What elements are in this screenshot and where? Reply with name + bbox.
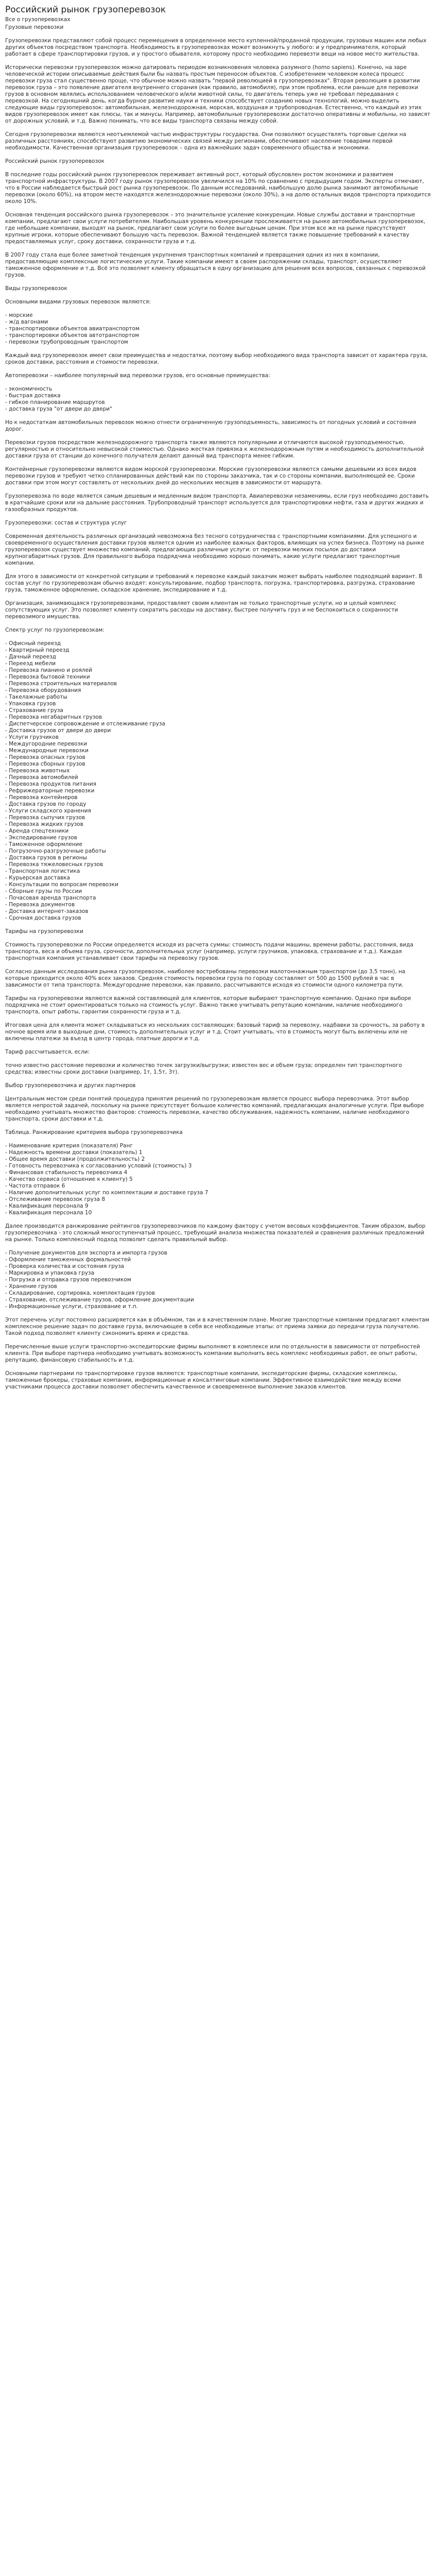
list-item: - Перевозка оборудования xyxy=(5,687,431,694)
section-heading: Виды грузоперевозок xyxy=(5,285,67,292)
paragraph: Для этого в зависимости от конкретной ситуации и требований к перевозке каждый заказчик может выбрать наиболее подходящий вариант. В состав услуг по грузоперевозкам обычно входят: консультирование, подбор транспорта, погрузка, транспортировка, разгрузка, страхование груза, таможенное оформление, складское хранение, экспедирование и т.д. xyxy=(5,573,423,593)
bullet-list xyxy=(5,1250,431,1310)
paragraph: Исторически перевозки грузоперевозок можно датировать периодом возникновения человека разумного (homo sapiens). Конечно, на заре человеческой истории описываемые действия были бы назвать простым переносом объектов. С изобретением человеком колеса процесс перевозки груза стал существенно проще, что обычное можно назвать "первой революцией в грузоперевозках". Вторая революция в развитии перевозок груза – это появление двигателя внутреннего сгорания (как правило, автомобиля), при этом проблема, если раньше для перевозки грузов в основном являлись использованием человеческого и/или животной силы, то двигатель теперь уже не требовал передавания с перевозкой. На сегодняшний день, когда бурное развитие науки и техники способствует созданию новых технологий, можно выделить следующие виды грузоперевозок: автомобильная, железнодорожная, морская, воздушная и трубопроводная. Естественно, что каждый из этих видов грузоперевозок имеет как плюсы, так и минусы. Например, автомобильные грузоперевозки достаточно оперативны и мобильны, но зависят от дорожных условий, и т.д. Важно понимать, что все виды транспорта связаны между собой. xyxy=(5,64,430,124)
paragraph: Основными партнерами по транспортировке грузов являются: транспортные компании, экспедиторские фирмы, складские комплексы, таможенные брокеры, страховые компании, информационные и консалтинговые компании. Эффективное взаимодействие между всеми участниками процесса доставки позволяет обеспечить качественное и своевременное выполнение заказов клиентов. xyxy=(5,1370,401,1390)
page-title: Российский рынок грузоперевозок xyxy=(5,5,166,15)
all-about-link[interactable]: Все о грузоперевозках xyxy=(5,16,71,23)
list-item: - Готовность перевозчика к согласованию условий (стоимость) 3 xyxy=(5,1163,431,1170)
paragraph: Грузоперевозки представляют собой процесс перемещения в определенное место купленной/проданной продукции, грузовых машин или любых других объектов посредством транспорта. Необходимость в грузоперевозках может возникнуть у любого: и у предпринимателя, который работает в сфере транспортировки грузов, и у простого обывателя, которому просто необходимо перевезти вещи на новое место жительства. xyxy=(5,38,427,57)
list-item: - Качество сервиса (отношение к клиенту) 5 xyxy=(5,1176,431,1183)
list-item: - Оформление таможенных формальностей xyxy=(5,1257,431,1263)
list-item: - Складирование, сортировка, комплектация грузов xyxy=(5,1290,431,1297)
list-item: - Экспедирование грузов xyxy=(5,835,431,841)
paragraph: Перечисленные выше услуги транспортно-экспедиторские фирмы выполняют в комплексе или по отдельности в зависимости от потребностей клиента. При выборе партнера необходимо учитывать возможность компании выполнить весь комплекс необходимых работ, ее опыт работы, репутацию, финансовую стабильность и т.д. xyxy=(5,1344,420,1363)
paragraph: Этот перечень услуг постоянно расширяется как в объёмном, так и в качественном плане. Многие транспортные компании предлагают клиентам комплексное решение задач по доставке груза, включающее в себя все необходимые этапы: от приема заявки до передачи груза получателю. Такой подход позволяет клиенту сэкономить время и средства. xyxy=(5,1317,429,1336)
list-item: - Перевозка автомобилей xyxy=(5,774,431,781)
list-item: - Услуги складского хранения xyxy=(5,808,431,815)
list-item: - Курьерская доставка xyxy=(5,875,431,882)
list-item: - экономичность xyxy=(5,386,431,393)
list-item: - Услуги грузчиков xyxy=(5,734,431,741)
paragraph: Стоимость грузоперевозки по России определяется исходя из расчета суммы: стоимость подачи машины, времени работы, расстояния, вида транспорта, веса и объема груза, срочности, дополнительных услуг (например, услуги грузчиков, упаковка, страхование и т.д.). Каждая транспортная компания устанавливает свои тарифы на перевозку грузов. xyxy=(5,942,413,961)
list-item: - перевозки трубопроводным транспортом xyxy=(5,339,431,346)
paragraph: В последние годы российский рынок грузоперевозок переживает активный рост, который обусловлен ростом экономики и развитием транспортной инфраструктуры. В 2007 году рынок грузоперевозок увеличился на 10% по сравнению с предыдущим годом. Эксперты отмечают, что в России наблюдается быстрый рост рынка грузоперевозок. По данным исследований, наибольшую долю рынка занимают автомобильные перевозки (около 60%), на втором месте находятся железнодорожные перевозки (около 30%), а на долю остальных видов транспорта приходится около 10%. xyxy=(5,172,431,205)
list-item: - быстрая доставка xyxy=(5,393,431,399)
paragraph: Перевозки грузов посредством железнодорожного транспорта также являются популярными и отличаются высокой грузоподъемностью, регулярностью и относительно невысокой стоимостью. Однако жесткая привязка к железнодорожным путям и необходимость дополнительной доставки груза от станции до конечного получателя делают данный вид транспорта менее гибким. xyxy=(5,439,424,459)
list-item: - Почасовая аренда транспорта xyxy=(5,895,431,902)
list-item: - Квалификация персонала 9 xyxy=(5,1203,431,1210)
list-item: - морские xyxy=(5,312,431,319)
list-item: - Офисный переезд xyxy=(5,640,431,647)
paragraph: Контейнерные грузоперевозки являются видом морской грузоперевозки. Морские грузоперевозки являются самыми дешевыми из всех видов перевозки грузов и требуют четко спланированных действий как по стороны заказчика, так и со стороны компании, выполняющей ее. Сроки доставки при этом могут составлять от нескольких дней до нескольких месяцев в зависимости от маршрута. xyxy=(5,466,416,486)
list-item: - Хранение грузов xyxy=(5,1283,431,1290)
list-item: - Перевозка бытовой техники xyxy=(5,674,431,681)
list-item: - Перевозка продуктов питания xyxy=(5,781,431,788)
paragraph: Согласно данным исследования рынка грузоперевозок, наиболее востребованы перевозки малотоннажным транспортом (до 3,5 тонн), на которые приходится около 40% всех заказов. Средняя стоимость перевозки груза по городу составляет от 500 до 1500 рублей в час в зависимости от типа транспорта. Междугородние перевозки, как правило, рассчитываются исходя из стоимости одного километра пути. xyxy=(5,969,406,988)
bullet-list xyxy=(5,1143,431,1216)
section-heading: Выбор грузоперевозчика и других партнеров xyxy=(5,1082,136,1089)
article-body xyxy=(5,24,431,1391)
list-item: - Наличие дополнительных услуг по комплектации и доставке груза 7 xyxy=(5,1190,431,1196)
paragraph: Сегодня грузоперевозки являются неотъемлемой частью инфраструктуры государства. Они позволяют осуществлять торговые сделки на различных расстояниях, способствуют развитию экономических связей между регионами, обеспечивают население товарами первой необходимости. Качественная организация грузоперевозок – одна из важнейших задач современного общества и экономики. xyxy=(5,131,407,151)
list-item: - Доставка грузов в регионы xyxy=(5,855,431,861)
list-item: - Страхование, отслеживание грузов, оформление документации xyxy=(5,1297,431,1303)
list-item: - транспортировки объектов автотранспортом xyxy=(5,332,431,339)
list-item: - Перевозка негабаритных грузов xyxy=(5,714,431,721)
list-item: - Диспетчерское сопровождение и отслеживание груза xyxy=(5,721,431,727)
list-item: - Перевозка документов xyxy=(5,902,431,908)
list-item: - Перевозка опасных грузов xyxy=(5,754,431,761)
section-heading: Тарифы на грузоперевозки xyxy=(5,928,83,935)
list-item: - Консультации по вопросам перевозки xyxy=(5,882,431,888)
list-item: - Доставка грузов по городу xyxy=(5,801,431,808)
list-item: - Аренда спецтехники xyxy=(5,828,431,835)
paragraph: Таблица. Ранжирование критериев выбора грузоперевозчика xyxy=(5,1129,183,1136)
list-item: - Наименование критерия (показателя) Ранг xyxy=(5,1143,431,1149)
list-item: - Информационные услуги, страхование и т.п. xyxy=(5,1303,431,1310)
list-item: - Сборные грузы по России xyxy=(5,888,431,895)
list-item: - транспортировки объектов авиатранспортом xyxy=(5,326,431,332)
list-item: - Получение документов для экспорта и импорта грузов xyxy=(5,1250,431,1257)
list-item: - Отслеживание перевозок груза 8 xyxy=(5,1196,431,1203)
list-item: - Рефрижераторные перевозки xyxy=(5,788,431,794)
list-item: - Таможенное оформление xyxy=(5,841,431,848)
list-item: - Погрузочно-разгрузочные работы xyxy=(5,848,431,855)
section-heading: Российский рынок грузоперевозок xyxy=(5,158,104,164)
list-item: - Перевозка строительных материалов xyxy=(5,681,431,687)
section-heading: Грузовые перевозки xyxy=(5,24,64,30)
list-item: - доставка груза "от двери до двери" xyxy=(5,406,431,413)
paragraph: В 2007 году стала еще более заметной тенденция укрупнения транспортных компаний и превращения одних из них в компании, предоставляющие комплексные логистические услуги. Такие компании имеют в своем распоряжении склады, транспорт, осуществляют таможенное оформление и т.д. Всё это позволяет клиенту обращаться в одну организацию для решения всех вопросов, связанных с перевозкой грузов. xyxy=(5,252,426,278)
paragraph: Центральным местом среди понятий процедура принятия решений по грузоперевозкам является процесс выбора перевозчика. Этот выбор является непростой задачей, поскольку на рынке присутствует большое количество компаний, предлагающих аналогичные услуги. При выборе необходимо учитывать множество факторов: стоимость перевозки, качество обслуживания, надежность компании, наличие необходимого транспорта, сроки доставки и т.д. xyxy=(5,1096,424,1122)
list-item: - Перевозка сборных грузов xyxy=(5,761,431,768)
list-item: - Финансовая стабильность перевозчика 4 xyxy=(5,1170,431,1176)
list-item: - Надежность времени доставки (показатель) 1 xyxy=(5,1149,431,1156)
paragraph: Итоговая цена для клиента может складываться из нескольких составляющих: базовый тариф за перевозку, надбавки за срочность, за работу в ночное время или в выходные дни, стоимость дополнительных услуг и т.д. Стоит учитывать, что в стоимость могут быть включены или не включены платежи за въезд в центр города, платные дороги и т.д. xyxy=(5,1022,425,1042)
list-item: - гибкое планирование маршрутов xyxy=(5,399,431,406)
bullet-list xyxy=(5,386,431,413)
paragraph: Каждый вид грузоперевозок имеет свои преимущества и недостатки, поэтому выбор необходимого вида транспорта зависит от характера груза, сроков доставки, расстояния и стоимости перевозки. xyxy=(5,352,428,365)
list-item: - Международные перевозки xyxy=(5,748,431,754)
list-item: - Упаковка грузов xyxy=(5,701,431,707)
list-item: - Частота отправок 6 xyxy=(5,1183,431,1190)
list-item: - Перевозка сыпучих грузов xyxy=(5,815,431,821)
paragraph: Тарифы на грузоперевозки являются важной составляющей для клиентов, которые выбирают транспортную компанию. Однако при выборе подрядчика не стоит ориентироваться только на стоимость услуг. Важно также учитывать репутацию компании, наличие необходимого транспорта, опыт работы, гарантии сохранности груза и т.д. xyxy=(5,995,411,1015)
list-item: - Перевозка пианино и роялей xyxy=(5,667,431,674)
list-item: - Перевозка жидких грузов xyxy=(5,821,431,828)
list-item: - Переезд мебели xyxy=(5,660,431,667)
list-item: - Транспортная логистика xyxy=(5,868,431,875)
list-item: - Доставка интернет-заказов xyxy=(5,908,431,915)
section-heading: Грузоперевозки: состав и структура услуг xyxy=(5,520,127,526)
paragraph: Современная деятельность различных организаций невозможна без тесного сотрудничества с транспортными компаниями. Для успешного и своевременного осуществления доставки грузов является одним из наиболее важных факторов, влияющих на успех бизнеса. Поэтому на рынке грузоперевозок существует множество компаний, предлагающих различные услуги: от перевозки мелких посылок до доставки крупногабаритных грузов. Для правильного выбора подрядчика необходимо хорошо понимать, какие услуги предлагают транспортные компании. xyxy=(5,533,424,566)
list-item: - Общее время доставки (продолжительность) 2 xyxy=(5,1156,431,1163)
paragraph: Основными видами грузовых перевозок являются: xyxy=(5,299,151,305)
paragraph: точно известно расстояние перевозки и количество точек загрузки/выгрузки; известен вес и объем груза; определен тип транспортного средства; известны сроки доставки (например, 1т, 1.5т, 3т). xyxy=(5,1062,402,1075)
bullet-list xyxy=(5,640,431,922)
paragraph: Спектр услуг по грузоперевозкам: xyxy=(5,627,104,633)
paragraph: Далее производится ранжирование рейтингов грузоперевозчиков по каждому фактору с учетом весовых коэффициентов. Таким образом, выбор грузоперевозчика - это сложный многоступенчатый процесс, требующий анализа множества показателей и сравнения различных предложений на рынке. Только комплексный подход позволит сделать правильный выбор. xyxy=(5,1223,426,1243)
bullet-list xyxy=(5,312,431,346)
list-item: - Междугородние перевозки xyxy=(5,741,431,748)
list-item: - Погрузка и отправка грузов перевозчиком xyxy=(5,1277,431,1283)
list-item: - Доставка грузов от двери до двери xyxy=(5,727,431,734)
list-item: - Перевозка животных xyxy=(5,768,431,774)
paragraph: Грузоперевозка по воде является самым дешевым и медленным видом транспорта. Авиаперевозки незаменимы, если груз необходимо доставить в кратчайшие сроки или на дальние расстояния. Трубопроводный транспорт используется для транспортировки нефти, газа и других жидких и газообразных продуктов. xyxy=(5,493,429,513)
list-item: - Перевозка тяжеловесных грузов xyxy=(5,861,431,868)
list-item: - Квартирный переезд xyxy=(5,647,431,654)
paragraph: Но к недостаткам автомобильных перевозок можно отнести ограниченную грузоподъемность, зависимость от погодных условий и состояния дорог. xyxy=(5,419,416,432)
list-item: - Страхование груза xyxy=(5,707,431,714)
list-item: - Маркировка и упаковка груза xyxy=(5,1270,431,1277)
list-item: - Проверка количества и состояния груза xyxy=(5,1263,431,1270)
list-item: - Срочная доставка грузов xyxy=(5,915,431,922)
paragraph: Организация, занимающаяся грузоперевозками, предоставляет своим клиентам не только транспортные услуги, но и целый комплекс сопутствующих услуг. Это позволяет клиенту сократить расходы на доставку, быстрее получить груз и не беспокоиться о сохранности перевозимого имущества. xyxy=(5,600,398,620)
list-item: - Квалификация персонала 10 xyxy=(5,1210,431,1216)
paragraph: Основная тенденция российского рынка грузоперевозок – это значительное усиление конкуренции. Новые службы доставки и транспортные компании, предлагают свои услуги потребителям. Наибольшая уровень конкуренции прослеживается на рынке автомобильных грузоперевозок, где небольшие компании, выходят на рынок, предлагают свои услуги по более выгодным ценам. При этом все же на рынке присутствуют крупные игроки, которые обеспечивают большую часть перевозок. Важной тенденцией является также повышение требований к качеству предоставляемых услуг, сроку доставки, сохранности груза и т.д. xyxy=(5,212,426,245)
list-item: - ж/д вагонами xyxy=(5,319,431,326)
section-heading: Тариф рассчитывается, если: xyxy=(5,1049,90,1055)
paragraph: Автоперевозки – наиболее популярный вид перевозки грузов, его основные преимущества: xyxy=(5,372,270,379)
list-item: - Такелажные работы xyxy=(5,694,431,701)
list-item: - Перевозка контейнеров xyxy=(5,794,431,801)
list-item: - Дачный переезд xyxy=(5,654,431,660)
